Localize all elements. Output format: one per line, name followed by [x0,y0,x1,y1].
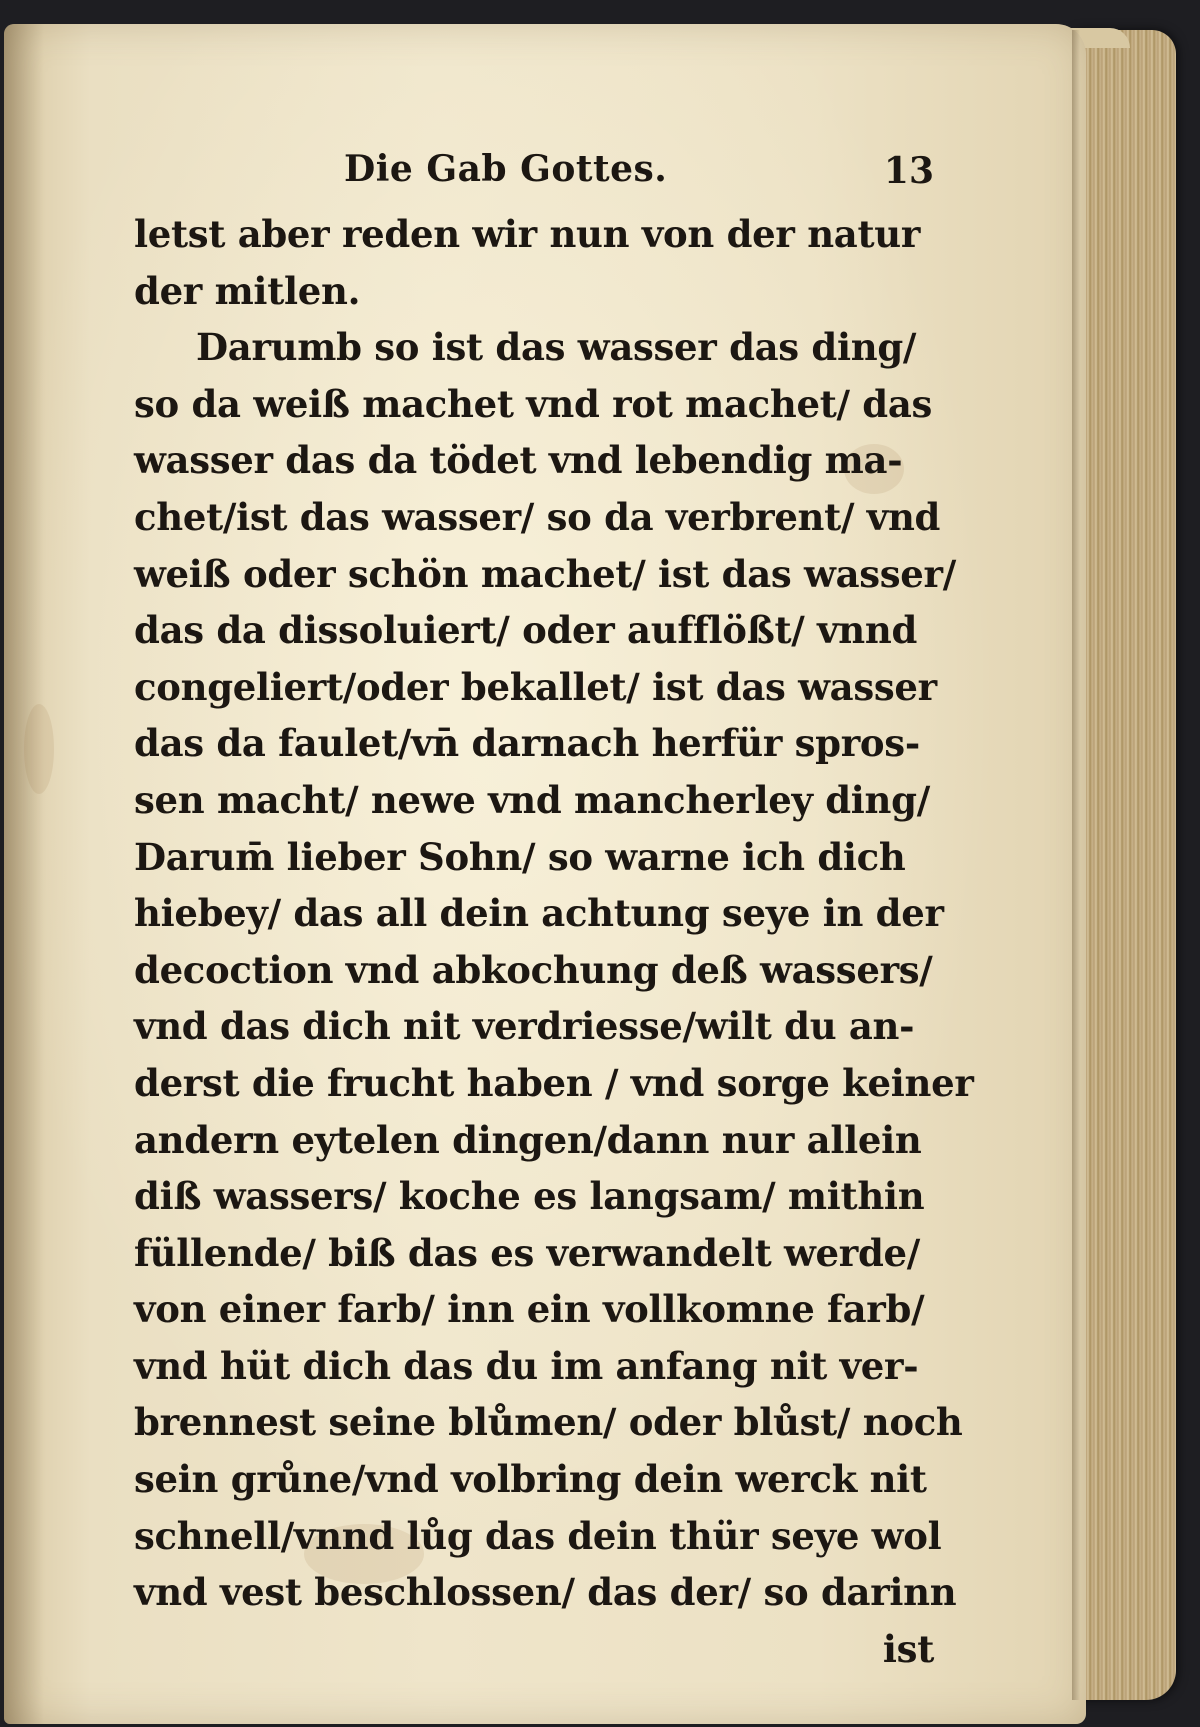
text-line: derst die frucht haben / vnd sorge keiner [134,1060,974,1105]
text-line: brennest seine blůmen/ oder blůst/ noch [134,1400,963,1445]
text-line: weiß oder schön machet/ ist das wasser/ [134,551,956,596]
running-head [134,144,934,206]
gutter-shadow [4,24,44,1724]
text-line: Darumb so ist das wasser das ding/ [196,325,917,370]
text-line: wasser das da tödet vnd lebendig ma- [134,438,903,483]
text-line: von einer farb/ inn ein vollkomne farb/ [134,1287,925,1332]
text-line: so da weiß machet vnd rot machet/ das [134,381,933,426]
text-line: diß wassers/ koche es langsam/ mithin [134,1174,925,1219]
text-line: vnd das dich nit verdriesse/wilt du an- [134,1004,915,1049]
text-line: der mitlen. [134,268,361,313]
text-line: chet/ist das wasser/ so da verbrent/ vnd [134,494,941,539]
page-edges [1076,30,1176,1700]
text-line: sein grůne/vnd volbring dein werck nit [134,1457,927,1502]
text-line: vnd vest beschlossen/ das der/ so darinn [134,1570,957,1615]
page-number: 13 [883,150,934,192]
text-line: hiebey/ das all dein achtung seye in der [134,891,944,936]
text-line: vnd hüt dich das du im anfang nit ver- [134,1343,919,1388]
catchword: ist [882,1626,934,1671]
running-head-title: Die Gab Gottes. [344,148,668,190]
text-line: letst aber reden wir nun von der natur [134,212,921,256]
text-line: sen macht/ newe vnd mancherley ding/ [134,777,930,822]
text-line: Darum̄ lieber Sohn/ so warne ich dich [134,834,906,879]
text-line: decoction vnd abkochung deß wassers/ [134,947,933,992]
book-page [4,24,1086,1724]
text-block [134,144,974,1677]
text-line: das da dissoluiert/ oder aufflößt/ vnnd [134,608,918,653]
page-fold-shadow [1072,30,1080,1700]
text-line: andern eytelen dingen/dann nur allein [134,1117,922,1162]
text-line: schnell/vnnd lůg das dein thür seye wol [134,1513,942,1558]
text-line: füllende/ biß das es verwandelt werde/ [134,1230,921,1275]
text-line: congeliert/oder bekallet/ ist das wasser [134,664,937,709]
text-line: das da faulet/vn̄ darnach herfür spros- [134,721,920,766]
paper-stain [24,704,54,794]
